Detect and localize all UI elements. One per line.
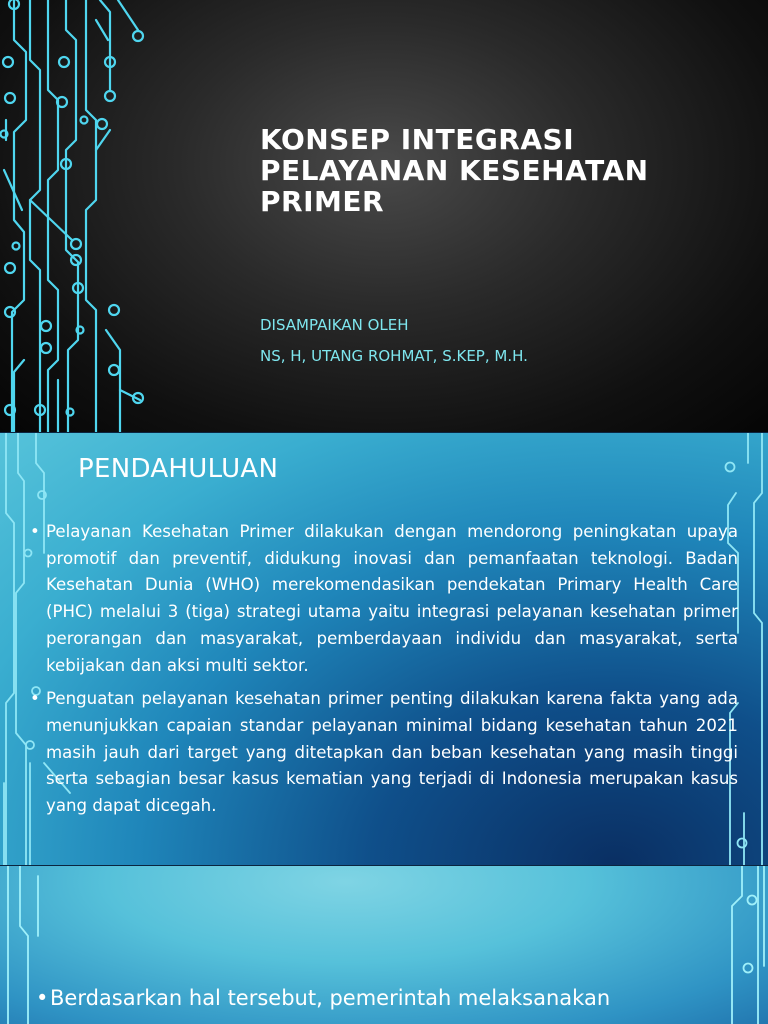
bullet-text: Pelayanan Kesehatan Primer dilakukan dengan mendorong peningkatan upaya promotif dan preventif, didukung inovasi dan pemanfaatan teknologi. Badan Kesehatan Dunia (WHO) merekomendasikan pendekatan Primary Health Care (PHC) melalui 3 (tiga) strategi utama yaitu integrasi pelayanan kesehatan primer perorangan dan masyarakat, pemberdayaan individu dan masyarakat, serta kebijakan dan aksi multi sektor.	[46, 522, 738, 675]
presented-by-label: DISAMPAIKAN OLEH	[260, 316, 409, 334]
bullet-icon: •	[36, 986, 49, 1010]
bullet-text: Penguatan pelayanan kesehatan primer penting dilakukan karena fakta yang ada menunjukkan capaian standar pelayanan minimal bidang kesehatan tahun 2021 masih jauh dari target yang ditetapkan dan beban kesehatan yang masih tinggi serta sebagian besar kasus kematian yang terjadi di Indonesia merupakan kasus yang dapat dicegah.	[46, 689, 738, 816]
list-item	[30, 519, 738, 679]
title-line: PELAYANAN KESEHATAN	[260, 154, 649, 187]
bullet-text: Berdasarkan hal tersebut, pemerintah melaksanakan	[50, 986, 611, 1010]
presenter-info	[260, 310, 528, 372]
presenter-name: NS, H, UTANG ROHMAT, S.KEP, M.H.	[260, 347, 528, 365]
circuit-board-decoration	[0, 0, 160, 432]
slide-title	[260, 124, 720, 217]
content-slide-partial	[0, 866, 768, 1024]
title-line: KONSEP INTEGRASI	[260, 123, 575, 156]
title-line: PRIMER	[260, 185, 385, 218]
title-slide	[0, 0, 768, 432]
list-item	[36, 984, 750, 1012]
content-slide-pendahuluan	[0, 433, 768, 865]
bullet-icon: •	[30, 689, 40, 709]
bullet-list	[30, 519, 738, 827]
bullet-icon: •	[30, 522, 40, 541]
list-item	[30, 686, 738, 820]
section-title: PENDAHULUAN	[78, 454, 279, 484]
